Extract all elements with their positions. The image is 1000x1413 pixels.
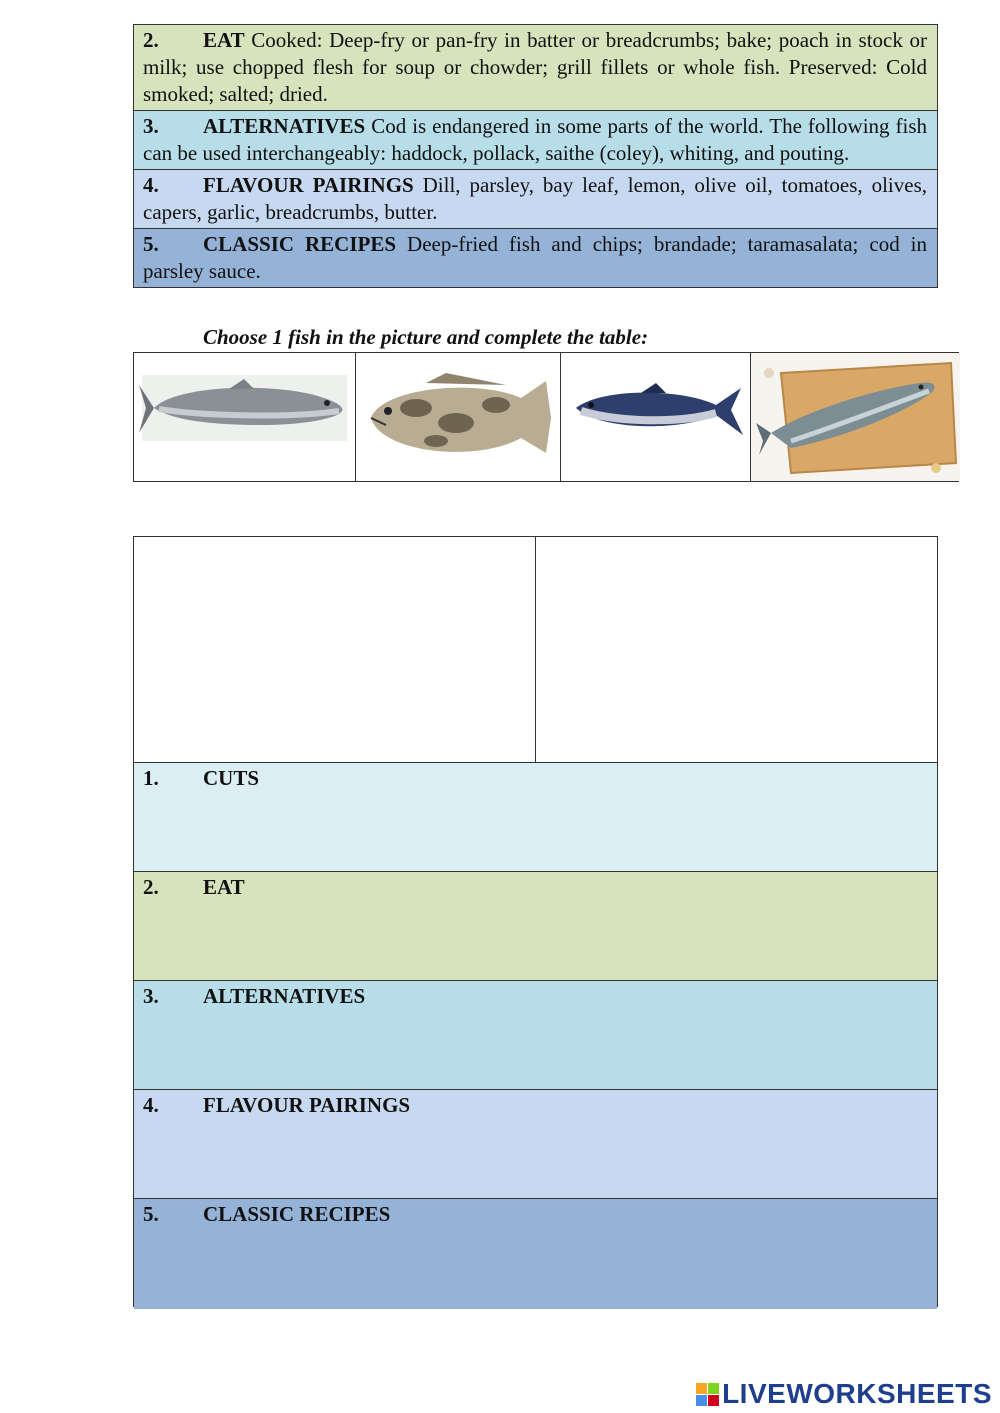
mullet-fish-image <box>134 353 355 481</box>
row-number: 2. <box>143 875 159 899</box>
row-text: Dill, parsley, bay leaf, lemon, olive oil, tomatoes, olives, capers, garlic, breadcrumbs, butter. <box>143 173 927 224</box>
row-label: FLAVOUR PAIRINGS <box>203 1093 411 1117</box>
row-number: 5. <box>143 232 159 256</box>
answer-row-cuts[interactable] <box>134 763 937 872</box>
row-text: Deep-fried fish and chips; brandade; taramasalata; cod in parsley sauce. <box>143 232 928 283</box>
row-label: EAT <box>203 875 245 899</box>
answer-row-classic-recipes[interactable] <box>134 1199 937 1309</box>
logo-icon <box>696 1383 719 1406</box>
salmon-on-board-image <box>751 353 960 481</box>
answer-row-alternatives[interactable] <box>134 981 937 1090</box>
info-row-eat <box>134 25 937 110</box>
fish-option-mullet[interactable] <box>134 353 355 481</box>
row-number: 1. <box>143 766 159 790</box>
info-table <box>133 24 938 288</box>
row-label: CUTS <box>203 766 260 790</box>
answer-row-flavour-pairings[interactable] <box>134 1090 937 1199</box>
drawing-area-row <box>134 537 937 763</box>
fish-option-tuna[interactable] <box>560 353 750 481</box>
answer-row-eat[interactable] <box>134 872 937 981</box>
grouper-fish-image <box>356 353 561 481</box>
instruction-text: Choose 1 fish in the picture and complete the table: <box>203 325 649 349</box>
row-number: 3. <box>143 114 159 138</box>
row-label: ALTERNATIVES <box>203 114 366 138</box>
answer-box-right[interactable] <box>535 537 937 762</box>
tuna-fish-image <box>561 353 751 481</box>
fish-picture-strip <box>133 352 959 482</box>
info-row-flavour-pairings <box>134 169 937 228</box>
row-text: Cod is endangered in some parts of the world. The following fish can be used interchangeably: haddock, pollack, saithe (coley), whiting, and pouting. <box>143 114 927 165</box>
liveworksheets-logo <box>696 1378 992 1410</box>
brand-name: LIVEWORKSHEETS <box>722 1378 992 1409</box>
row-label: ALTERNATIVES <box>203 984 366 1008</box>
row-label: FLAVOUR PAIRINGS <box>203 173 414 197</box>
row-label: EAT <box>203 28 245 52</box>
fish-option-salmon[interactable] <box>750 353 959 481</box>
row-number: 3. <box>143 984 159 1008</box>
row-label: CLASSIC RECIPES <box>203 1202 391 1226</box>
row-number: 4. <box>143 1093 159 1117</box>
row-number: 5. <box>143 1202 159 1226</box>
answer-table <box>133 536 938 1307</box>
row-text: Cooked: Deep-fry or pan-fry in batter or breadcrumbs; bake; poach in stock or milk; use chopped flesh for soup or chowder; grill fillets or whole fish. Preserved: Cold smoked; salted; dried. <box>143 28 928 106</box>
row-number: 2. <box>143 28 159 52</box>
info-row-alternatives <box>134 110 937 169</box>
row-label: CLASSIC RECIPES <box>203 232 397 256</box>
fish-option-grouper[interactable] <box>355 353 560 481</box>
answer-box-left[interactable] <box>134 537 535 762</box>
row-number: 4. <box>143 173 159 197</box>
info-row-classic-recipes <box>134 228 937 287</box>
